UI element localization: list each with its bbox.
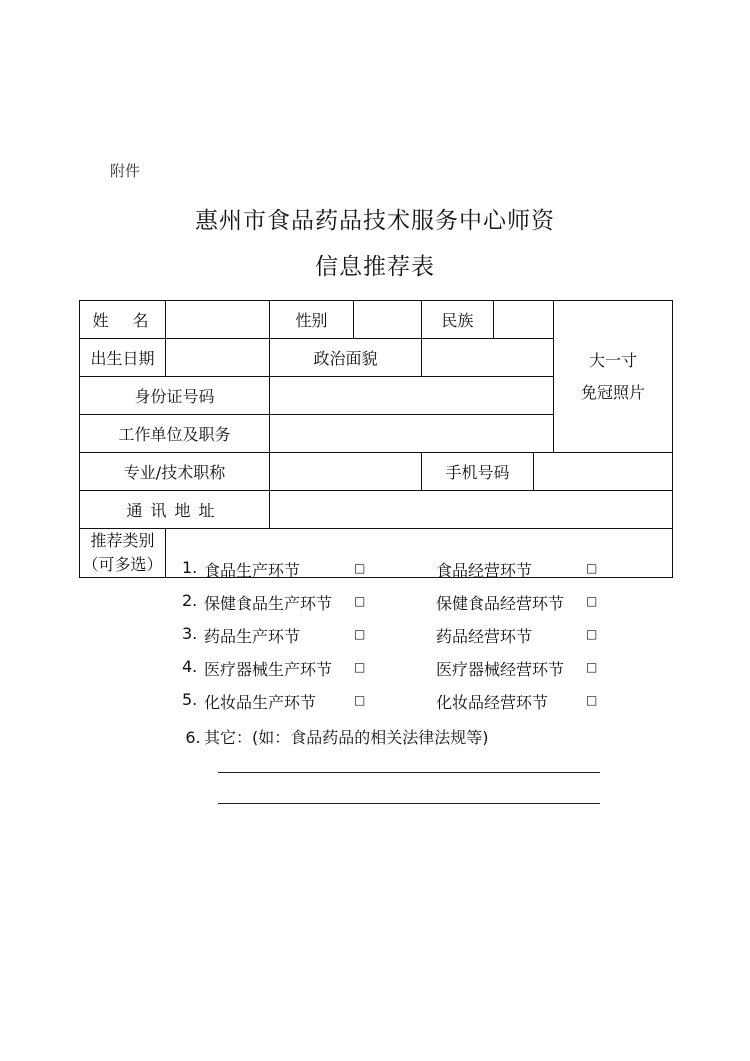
political-field[interactable] bbox=[422, 339, 554, 377]
category-left-checkbox[interactable]: □ bbox=[354, 594, 366, 608]
other-blank-line-1[interactable] bbox=[218, 772, 600, 773]
phone-label: 手机号码 bbox=[422, 453, 534, 491]
category-number: 5. bbox=[182, 690, 198, 709]
other-number: 6. bbox=[185, 728, 201, 747]
birthdate-label: 出生日期 bbox=[80, 339, 166, 377]
category-right-label: 医疗器械经营环节 bbox=[436, 660, 565, 679]
other-category-text: 其它：(如：食品药品的相关法律法规等) bbox=[204, 728, 489, 747]
birthdate-field[interactable] bbox=[166, 339, 270, 377]
category-left-checkbox[interactable]: □ bbox=[354, 561, 366, 575]
category-right-checkbox[interactable]: □ bbox=[586, 693, 598, 707]
ethnicity-label: 民族 bbox=[422, 301, 494, 339]
category-left-label: 化妆品生产环节 bbox=[204, 693, 317, 712]
address-label: 通讯地址 bbox=[80, 491, 270, 529]
category-left-checkbox[interactable]: □ bbox=[354, 693, 366, 707]
name-label: 姓 名 bbox=[80, 301, 166, 339]
photo-box[interactable] bbox=[554, 301, 673, 453]
other-blank-line-2[interactable] bbox=[218, 803, 600, 804]
id-number-field[interactable] bbox=[270, 377, 554, 415]
name-field[interactable] bbox=[166, 301, 270, 339]
category-number: 4. bbox=[182, 657, 198, 676]
category-left-label: 保健食品生产环节 bbox=[204, 594, 333, 613]
id-number-label: 身份证号码 bbox=[80, 377, 270, 415]
category-options bbox=[166, 529, 673, 747]
professional-title-label: 专业/技术职称 bbox=[80, 453, 270, 491]
category-right-checkbox[interactable]: □ bbox=[586, 561, 598, 575]
category-right-label: 化妆品经营环节 bbox=[436, 693, 549, 712]
other-category bbox=[182, 725, 489, 748]
photo-label-line2: 免冠照片 bbox=[580, 382, 645, 402]
category-label-cell bbox=[80, 529, 166, 578]
category-right-checkbox[interactable]: □ bbox=[586, 594, 598, 608]
gender-label: 性别 bbox=[270, 301, 354, 339]
professional-title-field[interactable] bbox=[270, 453, 422, 491]
photo-label-line1: 大一寸 bbox=[588, 350, 637, 370]
phone-field[interactable] bbox=[534, 453, 673, 491]
category-right-label: 食品经营环节 bbox=[436, 561, 533, 580]
category-left-checkbox[interactable]: □ bbox=[354, 627, 366, 641]
workplace-field[interactable] bbox=[270, 415, 554, 453]
category-right-checkbox[interactable]: □ bbox=[586, 627, 598, 641]
category-label: 推荐类别 bbox=[90, 531, 155, 550]
political-label: 政治面貌 bbox=[270, 339, 422, 377]
category-right-checkbox[interactable]: □ bbox=[586, 660, 598, 674]
recommendation-form bbox=[79, 300, 673, 747]
form-subtitle: 信息推荐表 bbox=[315, 254, 435, 280]
category-number: 2. bbox=[182, 591, 198, 610]
gender-field[interactable] bbox=[354, 301, 422, 339]
attachment-label: 附件 bbox=[110, 162, 141, 180]
category-right-label: 保健食品经营环节 bbox=[436, 594, 565, 613]
category-left-label: 医疗器械生产环节 bbox=[204, 660, 333, 679]
address-field[interactable] bbox=[270, 491, 673, 529]
category-left-checkbox[interactable]: □ bbox=[354, 660, 366, 674]
form-title: 惠州市食品药品技术服务中心师资 bbox=[195, 208, 555, 234]
workplace-label: 工作单位及职务 bbox=[80, 415, 270, 453]
ethnicity-field[interactable] bbox=[494, 301, 554, 339]
category-left-label: 食品生产环节 bbox=[204, 561, 301, 580]
category-number: 3. bbox=[182, 624, 198, 643]
category-note: （可多选） bbox=[82, 555, 163, 574]
category-number: 1. bbox=[182, 558, 198, 577]
category-left-label: 药品生产环节 bbox=[204, 627, 301, 646]
category-right-label: 药品经营环节 bbox=[436, 627, 533, 646]
